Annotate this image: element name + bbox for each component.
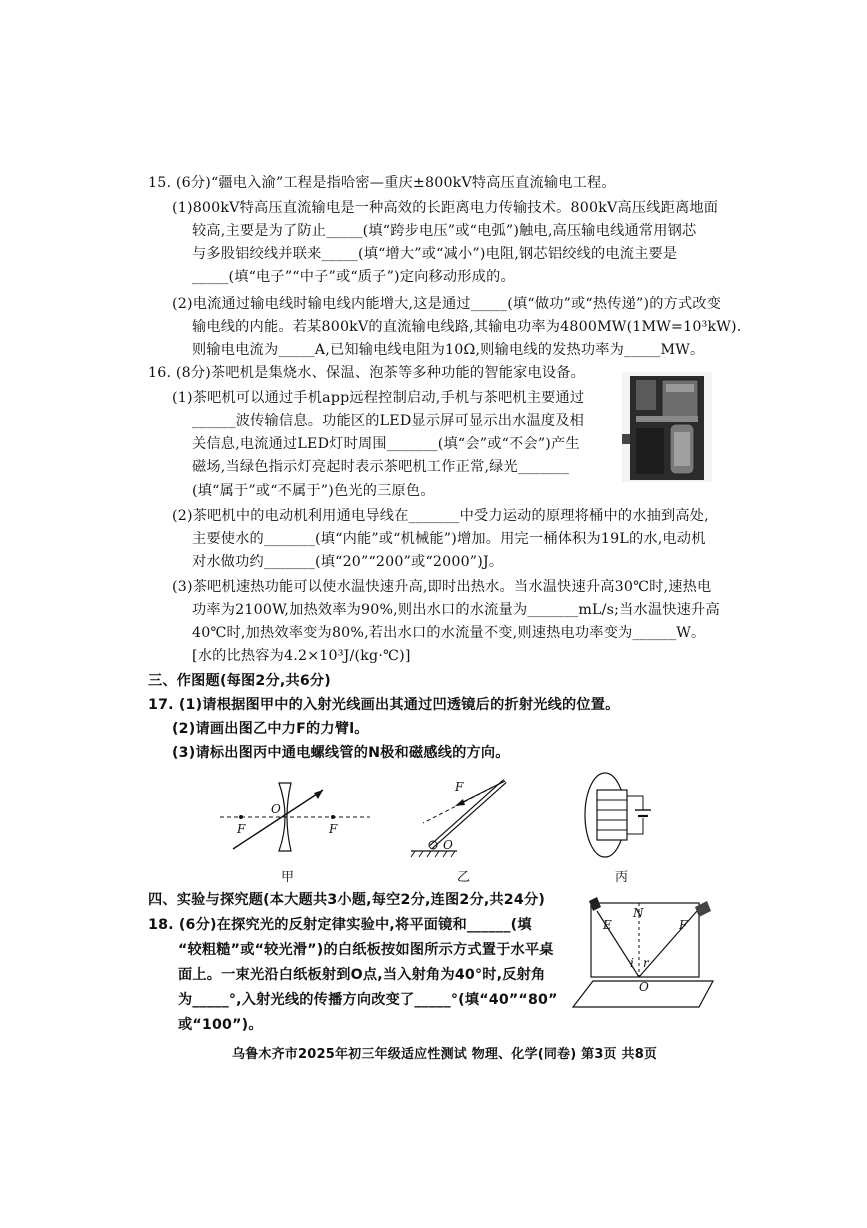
fig-c-caption: 丙	[615, 870, 629, 885]
q15-part2-line3: 则输电电流为_____A,已知输电线电阻为10Ω,则输电线的发热功率为_____MW。	[192, 342, 705, 358]
q16-part2-line2: 主要使水的_______(填“内能”或“机械能”)增加。用完一桶体积为19L的水,电动机	[192, 531, 706, 547]
q16-part3-line2: 功率为2100W,加热效率为90%,则出水口的水流量为_______mL/s;当水温快速升高	[192, 602, 720, 618]
q16-part1-line2: ______波传输信息。功能区的LED显示屏可显示出水温度及相	[192, 413, 585, 429]
fig18-label-f: F	[679, 918, 688, 932]
fig-b-label-o: O	[443, 838, 453, 852]
q15-part2-line2: 输电线的内能。若某800kV的直流输电线路,其输电功率为4800MW(1MW=10³kW).	[192, 319, 742, 335]
q16-title: 16. (8分)茶吧机是集烧水、保温、泡茶等多种功能的智能家电设备。	[148, 365, 586, 381]
fig-a-label-f1: F	[237, 822, 246, 836]
q17-line3: (3)请标出图丙中通电螺线管的N极和磁感线的方向。	[172, 745, 510, 761]
q18-line1: 18. (6分)在探究光的反射定律实验中,将平面镜和______(填	[148, 917, 532, 933]
q16-part1-line4: 磁场,当绿色指示灯亮起时表示茶吧机工作正常,绿光_______	[192, 459, 570, 475]
q16-part2-line1: (2)茶吧机中的电动机利用通电导线在_______中受力运动的原理将桶中的水抽到高处,	[172, 508, 709, 524]
page-footer: 乌鲁木齐市2025年初三年级适应性测试 物理、化学(同卷) 第3页 共8页	[232, 1047, 658, 1062]
q15-part1-line2: 较高,主要是为了防止_____(填“跨步电压”或“电弧”)触电,高压输电线通常用钢芯	[192, 223, 697, 239]
figure-lever	[405, 775, 535, 885]
q15-part2-line1: (2)电流通过输电线时输电线内能增大,这是通过_____(填“做功”或“热传递”)的方式改变	[172, 296, 722, 312]
q17-line2: (2)请画出图乙中力F的力臂l。	[172, 721, 369, 737]
fig18-label-r: r	[643, 956, 649, 970]
fig18-label-e: E	[603, 918, 612, 932]
figure-reflection	[567, 895, 717, 1015]
q18-line4: 为_____°,入射光线的传播方向改变了_____°(填“40”“80”	[178, 992, 558, 1008]
fig-a-label-o: O	[271, 802, 281, 816]
q15-part1-line3: 与多股铝绞线并联来_____(填“增大”或“减小”)电阻,钢芯铝绞线的电流主要是	[192, 246, 678, 262]
fig-a-caption: 甲	[281, 870, 295, 885]
q17-line1: 17. (1)请根据图甲中的入射光线画出其通过凹透镜后的折射光线的位置。	[148, 697, 620, 713]
q16-part2-line3: 对水做功约_______(填“20”“200”或“2000”)J。	[192, 554, 504, 570]
q16-part1-line3: 关信息,电流通过LED灯时周围_______(填“会”或“不会”)产生	[192, 436, 580, 452]
q15-part1-line4: _____(填“电子”“中子”或“质子”)定向移动形成的。	[192, 269, 515, 285]
q15-title: 15. (6分)“疆电入渝”工程是指哈密—重庆±800kV特高压直流输电工程。	[148, 175, 616, 191]
fig-b-caption: 乙	[457, 870, 471, 885]
q16-part3-line3: 40℃时,加热效率变为80%,若出水口的水流量不变,则速热电功率变为______W。	[192, 625, 706, 641]
q18-line2: “较粗糙”或“较光滑”)的白纸板按如图所示方式置于水平桌	[178, 942, 554, 958]
q16-part1-line1: (1)茶吧机可以通过手机app远程控制启动,手机与茶吧机主要通过	[172, 390, 585, 406]
fig18-label-o: O	[639, 980, 649, 994]
fig18-label-n: N	[633, 906, 644, 920]
q16-part3-line4: [水的比热容为4.2×10³J/(kg·℃)]	[192, 648, 411, 664]
q16-part1-line5: (填“属于”或“不属于”)色光的三原色。	[192, 483, 435, 499]
figure-concave-lens	[215, 775, 375, 885]
fig18-label-i: i	[630, 956, 634, 970]
q15-part1-line1: (1)800kV特高压直流输电是一种高效的长距离电力传输技术。800kV高压线距离地面	[172, 200, 719, 216]
section3-title: 三、作图题(每图2分,共6分)	[148, 673, 331, 689]
section4-title: 四、实验与探究题(本大题共3小题,每空2分,连图2分,共24分)	[148, 892, 546, 908]
q18-line5: 或“100”)。	[178, 1017, 263, 1033]
q16-part3-line1: (3)茶吧机速热功能可以使水温快速升高,即时出热水。当水温快速升高30℃时,速热电	[172, 579, 712, 595]
q18-line3: 面上。一束光沿白纸板射到O点,当入射角为40°时,反射角	[178, 967, 546, 983]
fig-b-label-f: F	[455, 780, 464, 794]
tea-machine-image	[622, 372, 712, 482]
fig-a-label-f2: F	[329, 822, 338, 836]
figure-solenoid	[583, 770, 673, 885]
